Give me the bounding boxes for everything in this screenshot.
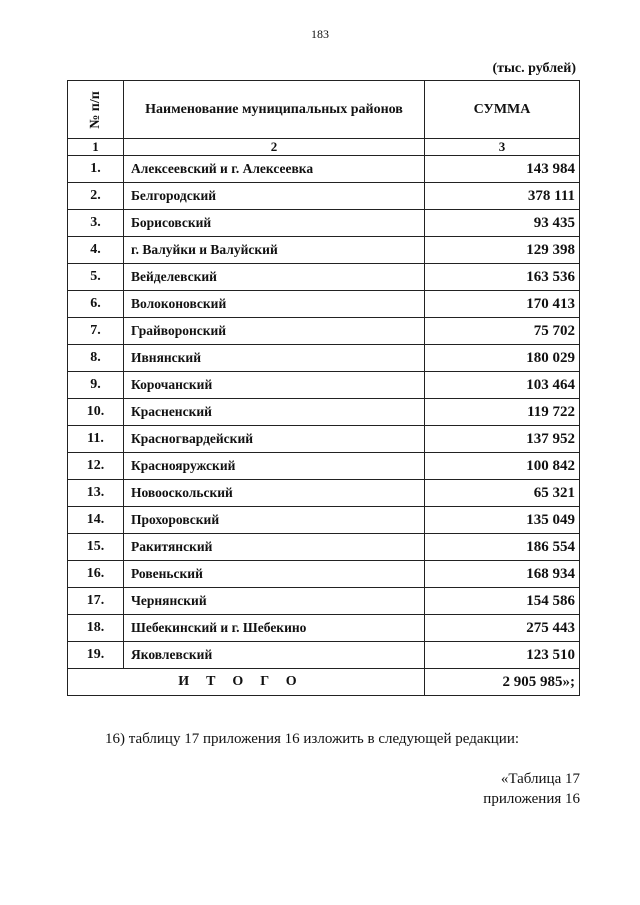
- instruction-text: 16) таблицу 17 приложения 16 изложить в следующей редакции:: [105, 731, 520, 747]
- table-row: [68, 264, 580, 291]
- total-value: 2 905 985»;: [425, 669, 580, 696]
- row-number: 5.: [68, 264, 124, 291]
- total-row: [68, 669, 580, 696]
- table-row: [68, 345, 580, 372]
- district-sum: 93 435: [425, 210, 580, 237]
- row-number: 19.: [68, 642, 124, 669]
- total-label: ИТОГО: [68, 669, 425, 696]
- row-number: 12.: [68, 453, 124, 480]
- row-number: 15.: [68, 534, 124, 561]
- district-sum: 180 029: [425, 345, 580, 372]
- district-sum: 275 443: [425, 615, 580, 642]
- row-number: 6.: [68, 291, 124, 318]
- table-row: [68, 291, 580, 318]
- table-row: [68, 588, 580, 615]
- district-sum: 168 934: [425, 561, 580, 588]
- table-row: [68, 615, 580, 642]
- row-number: 7.: [68, 318, 124, 345]
- header-num: [68, 81, 124, 139]
- index-cell: 1: [68, 139, 124, 156]
- table-row: [68, 372, 580, 399]
- row-number: 18.: [68, 615, 124, 642]
- district-sum: 170 413: [425, 291, 580, 318]
- table-row: [68, 480, 580, 507]
- district-sum: 143 984: [425, 156, 580, 183]
- table-row: [68, 453, 580, 480]
- row-number: 17.: [68, 588, 124, 615]
- table-row: [68, 318, 580, 345]
- district-sum: 75 702: [425, 318, 580, 345]
- table-row: [68, 426, 580, 453]
- table-row: [68, 156, 580, 183]
- district-sum: 100 842: [425, 453, 580, 480]
- districts-table: [67, 80, 580, 696]
- row-number: 4.: [68, 237, 124, 264]
- table-row: [68, 534, 580, 561]
- district-name: Ивнянский: [124, 345, 425, 372]
- district-name: Вейделевский: [124, 264, 425, 291]
- district-sum: 119 722: [425, 399, 580, 426]
- district-sum: 123 510: [425, 642, 580, 669]
- table-row: [68, 561, 580, 588]
- district-name: Алексеевский и г. Алексеевка: [124, 156, 425, 183]
- row-number: 3.: [68, 210, 124, 237]
- row-number: 1.: [68, 156, 124, 183]
- district-sum: 65 321: [425, 480, 580, 507]
- district-name: Новооскольский: [124, 480, 425, 507]
- district-name: Грайворонский: [124, 318, 425, 345]
- table-row: [68, 507, 580, 534]
- table-caption-appendix: приложения 16: [483, 791, 580, 807]
- district-name: г. Валуйки и Валуйский: [124, 237, 425, 264]
- header-sum: СУММА: [425, 81, 580, 139]
- district-name: Шебекинский и г. Шебекино: [124, 615, 425, 642]
- district-name: Белгородский: [124, 183, 425, 210]
- units-label: (тыс. рублей): [492, 61, 576, 76]
- district-name: Чернянский: [124, 588, 425, 615]
- index-row: [68, 139, 580, 156]
- row-number: 11.: [68, 426, 124, 453]
- table-row: [68, 642, 580, 669]
- page-number: 183: [311, 27, 329, 41]
- district-sum: 378 111: [425, 183, 580, 210]
- district-name: Яковлевский: [124, 642, 425, 669]
- table-row: [68, 399, 580, 426]
- table-caption-title: «Таблица 17: [500, 771, 580, 787]
- district-sum: 186 554: [425, 534, 580, 561]
- row-number: 13.: [68, 480, 124, 507]
- district-name: Красненский: [124, 399, 425, 426]
- table-row: [68, 210, 580, 237]
- header-name: Наименование муниципальных районов: [124, 81, 425, 139]
- district-name: Корочанский: [124, 372, 425, 399]
- row-number: 10.: [68, 399, 124, 426]
- district-name: Борисовский: [124, 210, 425, 237]
- header-num-label: № п/п: [87, 90, 103, 129]
- district-sum: 154 586: [425, 588, 580, 615]
- index-cell: 2: [124, 139, 425, 156]
- row-number: 8.: [68, 345, 124, 372]
- district-name: Краснояружский: [124, 453, 425, 480]
- table-row: [68, 237, 580, 264]
- district-sum: 137 952: [425, 426, 580, 453]
- table-header-row: [68, 81, 580, 139]
- district-sum: 163 536: [425, 264, 580, 291]
- row-number: 14.: [68, 507, 124, 534]
- district-sum: 135 049: [425, 507, 580, 534]
- row-number: 16.: [68, 561, 124, 588]
- district-name: Ровеньский: [124, 561, 425, 588]
- district-name: Волоконовский: [124, 291, 425, 318]
- district-name: Красногвардейский: [124, 426, 425, 453]
- index-cell: 3: [425, 139, 580, 156]
- district-sum: 103 464: [425, 372, 580, 399]
- district-name: Ракитянский: [124, 534, 425, 561]
- district-name: Прохоровский: [124, 507, 425, 534]
- row-number: 9.: [68, 372, 124, 399]
- row-number: 2.: [68, 183, 124, 210]
- table-row: [68, 183, 580, 210]
- district-sum: 129 398: [425, 237, 580, 264]
